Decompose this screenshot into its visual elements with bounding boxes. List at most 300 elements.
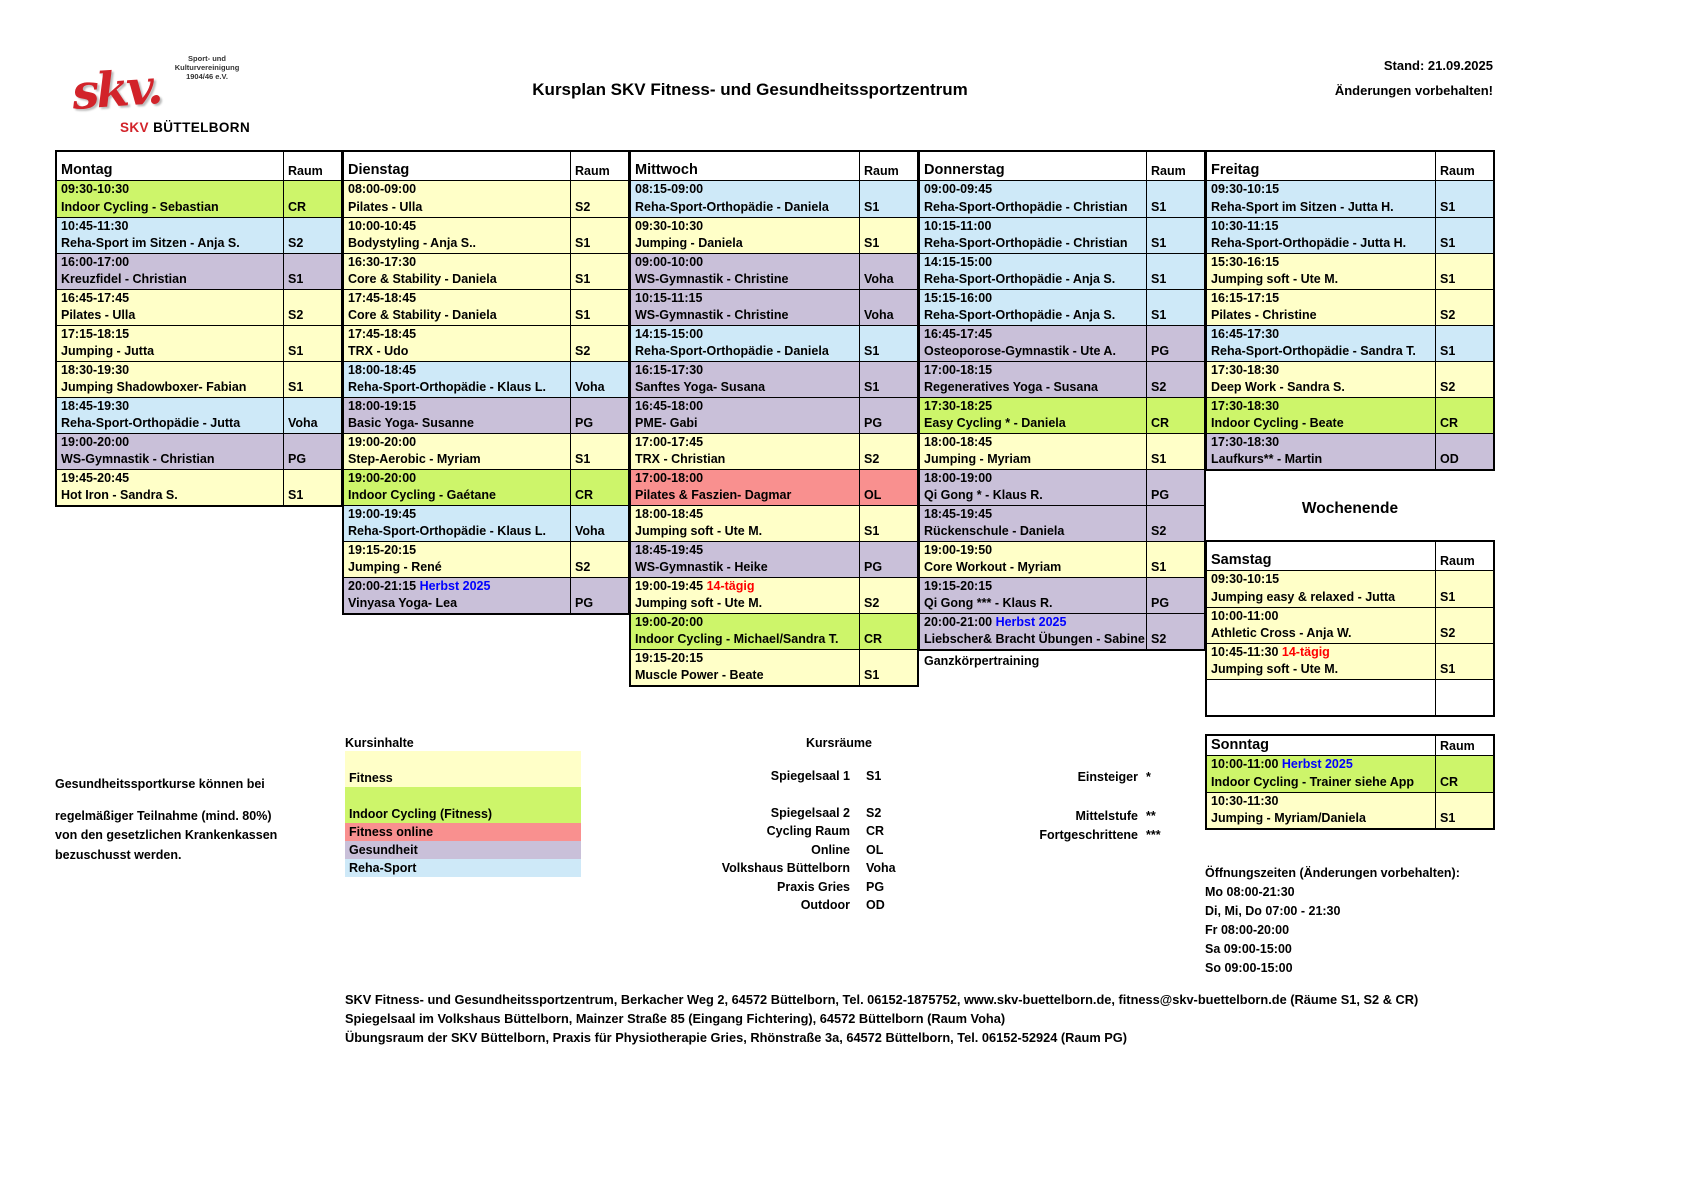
room-code: S1 [1146,254,1204,289]
course-time: 19:00-19:45 14-tägig [635,579,755,593]
course-name: Laufkurs** - Martin [1211,452,1323,466]
opening-hours-line: Fr 08:00-20:00 [1205,923,1290,937]
legend-room-row [620,841,910,860]
course-time: 15:30-16:15 [1211,255,1280,269]
course-name: Jumping soft - Ute M. [1211,272,1339,286]
course-time: 09:30-10:15 [1211,572,1280,586]
room-code: S2 [1435,608,1493,643]
legend-room-row [620,767,910,786]
course-cell [344,362,570,397]
legend-level-stars: ** [1146,808,1156,823]
contact-footer-line: Übungsraum der SKV Büttelborn, Praxis für Physiotherapie Gries, Rhönstraße 3a, 64572 Büttelborn, Tel. 06152-52924 (Raum PG) [345,1030,1128,1045]
legend-room-label: Volkshaus Büttelborn [721,861,850,875]
course-name: Easy Cycling * - Daniela [924,416,1066,430]
course-time: 08:00-09:00 [348,182,417,196]
course-name: Reha-Sport-Orthopädie - Christian [924,200,1128,214]
legend-room-row [620,896,910,915]
course-time: 10:00-10:45 [348,219,417,233]
course-row [920,577,1204,613]
course-name: Jumping - Myriam [924,452,1031,466]
health-course-info-line: regelmäßiger Teilnahme (mind. 80%) [55,808,272,823]
course-cell [631,326,859,361]
course-cell [1207,254,1435,289]
course-row [631,289,917,325]
course-time: 15:15-16:00 [924,291,993,305]
course-cell [344,326,570,361]
course-cell [920,506,1146,541]
course-name: Step-Aerobic - Myriam [348,452,481,466]
course-name: Indoor Cycling - Beate [1211,416,1344,430]
legend-level-row [1015,768,1170,788]
opening-hours-line: Mo 08:00-21:30 [1205,885,1295,899]
course-name: Jumping - Jutta [61,344,155,358]
course-cell [920,434,1146,469]
course-time: 19:15-20:15 [635,651,704,665]
course-row [1207,397,1493,433]
opening-hours-line: So 09:00-15:00 [1205,961,1293,975]
schedule-table-freitag [1205,150,1495,471]
course-name: Qi Gong *** - Klaus R. [924,596,1053,610]
course-cell [631,218,859,253]
legend-room-row [620,822,910,841]
legend-level-label: Einsteiger [1077,770,1138,784]
day-header [631,152,917,181]
time-note: 14-tägig [703,579,755,593]
course-name: Basic Yoga- Susanne [348,416,474,430]
course-time: 10:30-11:15 [1211,219,1279,233]
room-code: CR [1146,398,1204,433]
room-code [1435,680,1493,715]
day-header [920,152,1204,181]
course-name: Pilates - Ulla [348,200,423,214]
course-name: Jumping soft - Ute M. [1211,662,1339,676]
room-code: CR [1435,756,1493,792]
legend-level-label: Fortgeschrittene [1039,828,1138,842]
course-cell [344,290,570,325]
course-time: 17:15-18:15 [61,327,130,341]
course-cell [920,218,1146,253]
day-header [344,152,628,181]
time-note: Herbst 2025 [416,579,491,593]
course-cell [920,398,1146,433]
course-name: Athletic Cross - Anja W. [1211,626,1352,640]
course-cell [631,434,859,469]
course-name: Core & Stability - Daniela [348,308,497,322]
course-name: Pilates & Faszien- Dagmar [635,488,792,502]
course-row [631,505,917,541]
room-code: S2 [283,290,341,325]
course-row [1207,792,1493,828]
course-row [920,613,1204,649]
course-row [631,181,917,217]
legend-room-code: Voha [866,861,896,875]
course-time: 20:00-21:00 Herbst 2025 [924,615,1067,629]
course-cell [344,218,570,253]
course-row [57,217,341,253]
course-time: 10:15-11:15 [635,291,703,305]
room-code: Voha [570,362,628,397]
course-time: 18:00-19:15 [348,399,417,413]
course-row [344,289,628,325]
course-time: 19:00-19:50 [924,543,993,557]
course-name: Indoor Cycling - Michael/Sandra T. [635,632,839,646]
room-column-header: Raum [570,152,628,180]
course-row [1207,217,1493,253]
course-time: 18:00-18:45 [924,435,993,449]
room-code: S1 [1435,326,1493,361]
course-row [344,469,628,505]
room-code: Voha [859,254,917,289]
course-cell [920,542,1146,577]
legend-swatch-cycling: Indoor Cycling (Fitness) [345,787,581,823]
room-code: PG [1146,470,1204,505]
course-cell [344,398,570,433]
course-name: TRX - Christian [635,452,726,466]
room-code: S1 [859,362,917,397]
course-time: 20:00-21:15 Herbst 2025 [348,579,491,593]
day-header [57,152,341,181]
opening-hours-lines [1205,883,1460,978]
course-row [631,361,917,397]
course-row [631,325,917,361]
course-cell [631,542,859,577]
room-column-header: Raum [1435,152,1493,180]
schedule-table-sonntag [1205,734,1495,830]
day-header [1207,152,1493,181]
room-code: S1 [283,470,341,505]
course-row [920,181,1204,217]
course-name: Vinyasa Yoga- Lea [348,596,458,610]
health-course-info-line: bezuschusst werden. [55,847,182,862]
legend-room-label: Cycling Raum [766,824,850,838]
course-cell [920,181,1146,217]
legend-room-label: Spiegelsaal 2 [770,805,850,820]
course-name: Jumping Shadowboxer- Fabian [61,380,247,394]
course-cell [57,398,283,433]
course-cell [344,506,570,541]
course-time: 19:00-20:00 [635,615,704,629]
day-name-label: Dienstag [348,162,410,178]
legend-room-code: PG [866,879,885,894]
course-cell [920,290,1146,325]
room-code: S2 [570,326,628,361]
legend-levels [1015,768,1170,846]
course-time: 17:45-18:45 [348,291,417,305]
course-cell [1207,680,1435,715]
room-code: S2 [1435,362,1493,397]
course-name: Indoor Cycling - Gaétane [348,488,496,502]
course-time: 18:45-19:45 [635,543,704,557]
course-row [631,217,917,253]
course-row [1207,607,1493,643]
course-cell [1207,398,1435,433]
course-time: 17:30-18:30 [1211,435,1280,449]
logo-club-lines [152,54,262,81]
course-time: 16:45-17:45 [924,327,993,341]
course-cell [631,614,859,649]
logo-club-line: 1904/46 e.V. [186,72,228,81]
course-time: 16:45-18:00 [635,399,704,413]
course-time: 18:45-19:30 [61,399,130,413]
room-code: S1 [859,326,917,361]
room-column-header: Raum [1435,542,1493,570]
course-time: 18:30-19:30 [61,363,130,377]
course-time: 14:15-15:00 [635,327,704,341]
legend-room-label: Online [811,842,850,857]
contact-footer-line: SKV Fitness- und Gesundheitssportzentrum, Berkacher Weg 2, 64572 Büttelborn, Tel. 06152-1875752, www.skv-buettelborn.de, fitness@skv-buettelborn.de (Räume S1, S2 & CR) [345,992,1419,1007]
course-cell [57,290,283,325]
course-row [631,397,917,433]
health-course-info [55,775,325,865]
course-time: 18:45-19:45 [924,507,993,521]
room-code: OL [859,470,917,505]
course-row [920,253,1204,289]
course-row [1207,679,1493,715]
course-cell [344,542,570,577]
course-time: 17:30-18:30 [1211,399,1280,413]
course-row [631,541,917,577]
course-row [920,217,1204,253]
course-row [631,577,917,613]
course-cell [57,181,283,217]
skv-logo [70,44,260,140]
course-time: 16:15-17:30 [635,363,704,377]
room-code: S2 [859,578,917,613]
course-row [344,217,628,253]
course-cell [631,290,859,325]
course-cell [344,254,570,289]
room-code: S1 [1146,290,1204,325]
legend-swatch-gesundheit: Gesundheit [345,841,581,859]
course-cell [920,362,1146,397]
legend-swatch-fitness: Fitness [345,751,581,787]
course-name: TRX - Udo [348,344,409,358]
course-cell [57,470,283,505]
room-code: S2 [859,434,917,469]
room-code: S1 [1146,181,1204,217]
course-row [57,361,341,397]
course-row [1207,361,1493,397]
room-code: S1 [1435,793,1493,828]
course-time: 17:30-18:30 [1211,363,1280,377]
course-cell [1207,793,1435,828]
course-time: 18:00-18:45 [348,363,417,377]
legend-rooms-items [620,767,910,915]
room-code: S1 [570,218,628,253]
course-row [57,253,341,289]
room-code: S1 [570,290,628,325]
room-code: PG [570,398,628,433]
course-row [631,469,917,505]
legend-room-label: Praxis Gries [777,879,850,894]
room-code: S1 [1146,434,1204,469]
course-row [631,649,917,685]
room-code: PG [283,434,341,469]
stand-block [1335,58,1493,98]
room-code: S1 [1435,218,1493,253]
legend-contents-items [345,751,581,877]
course-cell [1207,362,1435,397]
legend-room-code: OL [866,842,884,857]
course-cell [920,326,1146,361]
course-name: Reha-Sport im Sitzen - Anja S. [61,236,240,250]
time-note: Herbst 2025 [992,615,1067,629]
course-row [920,433,1204,469]
course-row [344,361,628,397]
course-time: 16:00-17:00 [61,255,130,269]
room-code: S1 [283,362,341,397]
legend-room-row [620,878,910,897]
course-name: Reha-Sport-Orthopädie - Jutta H. [1211,236,1407,250]
course-name: Indoor Cycling - Sebastian [61,200,219,214]
room-code: S2 [570,181,628,217]
room-code: Voha [570,506,628,541]
course-row [920,325,1204,361]
logo-club-line: Kulturvereinigung [174,63,240,72]
course-row [57,181,341,217]
course-time: 19:00-19:45 [348,507,417,521]
course-row [1207,253,1493,289]
room-code: Voha [283,398,341,433]
room-column-header: Raum [283,152,341,180]
course-name: WS-Gymnastik - Heike [635,560,768,574]
room-code: S1 [283,254,341,289]
course-time: 17:45-18:45 [348,327,417,341]
change-notice: Änderungen vorbehalten! [1334,83,1493,98]
course-name: Reha-Sport-Orthopädie - Anja S. [924,308,1116,322]
course-row [920,289,1204,325]
course-cell [920,254,1146,289]
legend-level-label: Mittelstufe [1075,808,1138,823]
course-name: Muscle Power - Beate [635,668,764,682]
legend-course-contents [345,736,581,877]
course-cell [1207,571,1435,607]
course-time: 18:00-18:45 [635,507,704,521]
course-row [57,397,341,433]
course-name: Reha-Sport im Sitzen - Jutta H. [1211,200,1394,214]
course-row [1207,289,1493,325]
opening-hours-line: Di, Mi, Do 07:00 - 21:30 [1205,904,1341,918]
course-row [344,253,628,289]
course-name: Reha-Sport-Orthopädie - Anja S. [924,272,1116,286]
room-code: S1 [859,218,917,253]
contact-footer-line: Spiegelsaal im Volkshaus Büttelborn, Mainzer Straße 85 (Eingang Fichtering), 64572 Büttelborn (Raum Voha) [345,1011,1006,1026]
course-row [344,505,628,541]
room-code: S1 [570,434,628,469]
course-row [920,397,1204,433]
course-cell [631,650,859,685]
legend-room-code: OD [866,898,885,912]
course-cell [631,362,859,397]
room-code: S1 [1146,218,1204,253]
day-name-label: Freitag [1211,162,1260,178]
course-name: Jumping - Daniela [635,236,743,250]
room-code: CR [570,470,628,505]
course-row [57,433,341,469]
course-cell [57,218,283,253]
room-code: S1 [1435,571,1493,607]
room-code: S1 [570,254,628,289]
course-name: Liebscher& Bracht Übungen - Sabine [924,632,1145,646]
legend-rooms-title: Kursräume [806,736,872,750]
day-name-label: Mittwoch [635,162,698,178]
course-cell [344,181,570,217]
course-cell [1207,644,1435,679]
course-cell [631,398,859,433]
weekend-heading: Wochenende [1301,500,1399,517]
course-cell [344,434,570,469]
legend-room-code: S1 [866,769,882,783]
course-row [57,469,341,505]
legend-swatch-online: Fitness online [345,823,581,841]
course-cell [1207,434,1435,469]
course-name: Hot Iron - Sandra S. [61,488,178,502]
legend-room-row [620,859,910,878]
course-cell [57,254,283,289]
course-time: 16:30-17:30 [348,255,417,269]
room-code: PG [859,398,917,433]
page-title: Kursplan SKV Fitness- und Gesundheitssportzentrum [532,80,968,99]
room-code: S1 [283,326,341,361]
schedule-table-donnerstag [918,150,1206,668]
course-row [57,325,341,361]
legend-swatch-reha: Reha-Sport [345,859,581,877]
course-cell [1207,756,1435,792]
legend-room-label: Spiegelsaal 1 [770,769,850,783]
course-time: 17:30-18:25 [924,399,993,413]
legend-level-row [1015,826,1170,846]
logo-club-line: Sport- und [188,54,226,63]
course-row [1207,325,1493,361]
contact-footer [345,990,1418,1047]
room-code: S1 [1435,181,1493,217]
day-name-label: Samstag [1211,552,1272,568]
room-code: CR [283,181,341,217]
course-row [344,541,628,577]
course-time: 09:30-10:30 [635,219,704,233]
course-name: Reha-Sport-Orthopädie - Daniela [635,344,829,358]
course-name: Reha-Sport-Orthopädie - Jutta [61,416,241,430]
course-cell [920,578,1146,613]
course-cell [1207,218,1435,253]
room-code: CR [1435,398,1493,433]
course-name: WS-Gymnastik - Christine [635,308,789,322]
course-time: 08:15-09:00 [635,182,704,196]
course-name: Reha-Sport-Orthopädie - Klaus L. [348,524,546,538]
course-name: Reha-Sport-Orthopädie - Klaus L. [348,380,546,394]
legend-room-code: CR [866,824,885,838]
stand-date: Stand: 21.09.2025 [1383,58,1493,73]
room-code: S1 [1435,644,1493,679]
course-time: 09:00-09:45 [924,182,993,196]
course-time: 10:30-11:30 [1211,794,1279,808]
opening-hours-title: Öffnungszeiten (Änderungen vorbehalten): [1205,866,1460,880]
legend-room-code: S2 [866,805,882,820]
course-cell [920,614,1146,649]
day-name-label: Donnerstag [924,162,1005,178]
legend-room-label: Outdoor [800,898,850,912]
course-name: Core & Stability - Daniela [348,272,497,286]
course-time: 19:15-20:15 [924,579,993,593]
course-name: Pilates - Christine [1211,308,1317,322]
room-code: PG [859,542,917,577]
room-column-header: Raum [1435,736,1493,755]
course-row [920,541,1204,577]
course-name: Core Workout - Myriam [924,560,1062,574]
course-row [1207,643,1493,679]
course-row [1207,433,1493,469]
day-footer-note: Ganzkörpertraining [924,654,1040,668]
